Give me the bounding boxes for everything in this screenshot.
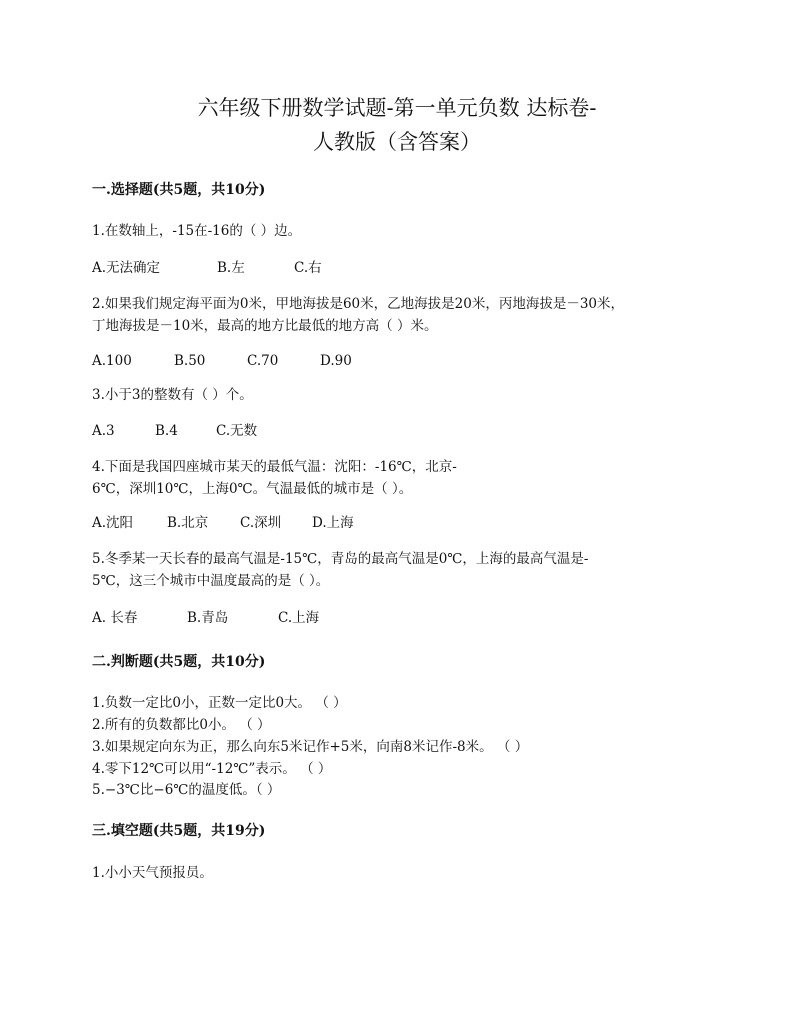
option-a: A.沈阳 bbox=[92, 515, 134, 531]
option-c: C.70 bbox=[247, 353, 279, 369]
question-2-text-line-1: 2.如果我们规定海平面为0米，甲地海拔是60米，乙地海拔是20米，丙地海拔是－30米， bbox=[92, 296, 625, 312]
option-b: B.4 bbox=[155, 423, 178, 439]
option-a: A.3 bbox=[92, 423, 115, 439]
option-b: B.北京 bbox=[167, 515, 209, 531]
option-c: C.无数 bbox=[216, 423, 258, 439]
question-3-text: 3.小于3的整数有（ ）个。 bbox=[92, 387, 253, 403]
document-title-line-2: 人教版（含答案） bbox=[313, 130, 481, 154]
question-5-text-line-2: 5℃，这三个城市中温度最高的是（ ）。 bbox=[92, 573, 330, 589]
question-1-text: 1.在数轴上，-15在-16的（ ）边。 bbox=[92, 223, 302, 239]
option-b: B.青岛 bbox=[187, 610, 229, 626]
option-d: D.上海 bbox=[312, 515, 354, 531]
document-title-line-1: 六年级下册数学试题-第一单元负数 达标卷- bbox=[197, 96, 597, 120]
question-4-text-line-1: 4.下面是我国四座城市某天的最低气温：沈阳：-16℃，北京- bbox=[92, 459, 457, 475]
judgement-item-3: 3.如果规定向东为正，那么向东5米记作+5米，向南8米记作-8米。 （ ） bbox=[92, 739, 529, 755]
option-c: C.上海 bbox=[278, 610, 320, 626]
option-c: C.右 bbox=[294, 260, 322, 276]
question-5-text-line-1: 5.冬季某一天长春的最高气温是-15℃，青岛的最高气温是0℃，上海的最高气温是- bbox=[92, 551, 589, 567]
section-heading-judgement: 二.判断题(共5题，共10分) bbox=[92, 654, 266, 670]
question-2-text-line-2: 丁地海拔是－10米，最高的地方比最低的地方高（ ）米。 bbox=[92, 318, 438, 334]
option-b: B.50 bbox=[174, 353, 206, 369]
judgement-item-1: 1.负数一定比0小，正数一定比0大。 （ ） bbox=[92, 695, 347, 711]
option-a: A.无法确定 bbox=[92, 260, 161, 276]
judgement-item-5: 5.−3℃比−6℃的温度低。（ ） bbox=[92, 782, 281, 798]
judgement-item-4: 4.零下12℃可以用“-12℃”表示。 （ ） bbox=[92, 761, 332, 777]
option-b: B.左 bbox=[217, 260, 245, 276]
judgement-item-2: 2.所有的负数都比0小。 （ ） bbox=[92, 717, 271, 733]
option-a: A.100 bbox=[92, 353, 132, 369]
fill-blank-item-1: 1.小小天气预报员。 bbox=[92, 865, 213, 881]
option-c: C.深圳 bbox=[240, 515, 282, 531]
option-a: A. 长春 bbox=[92, 610, 138, 626]
section-heading-choice: 一.选择题(共5题，共10分) bbox=[92, 182, 266, 198]
section-heading-fill-blank: 三.填空题(共5题，共19分) bbox=[92, 823, 266, 839]
option-d: D.90 bbox=[320, 353, 352, 369]
question-4-text-line-2: 6℃，深圳10℃，上海0℃。气温最低的城市是（ ）。 bbox=[92, 481, 413, 497]
